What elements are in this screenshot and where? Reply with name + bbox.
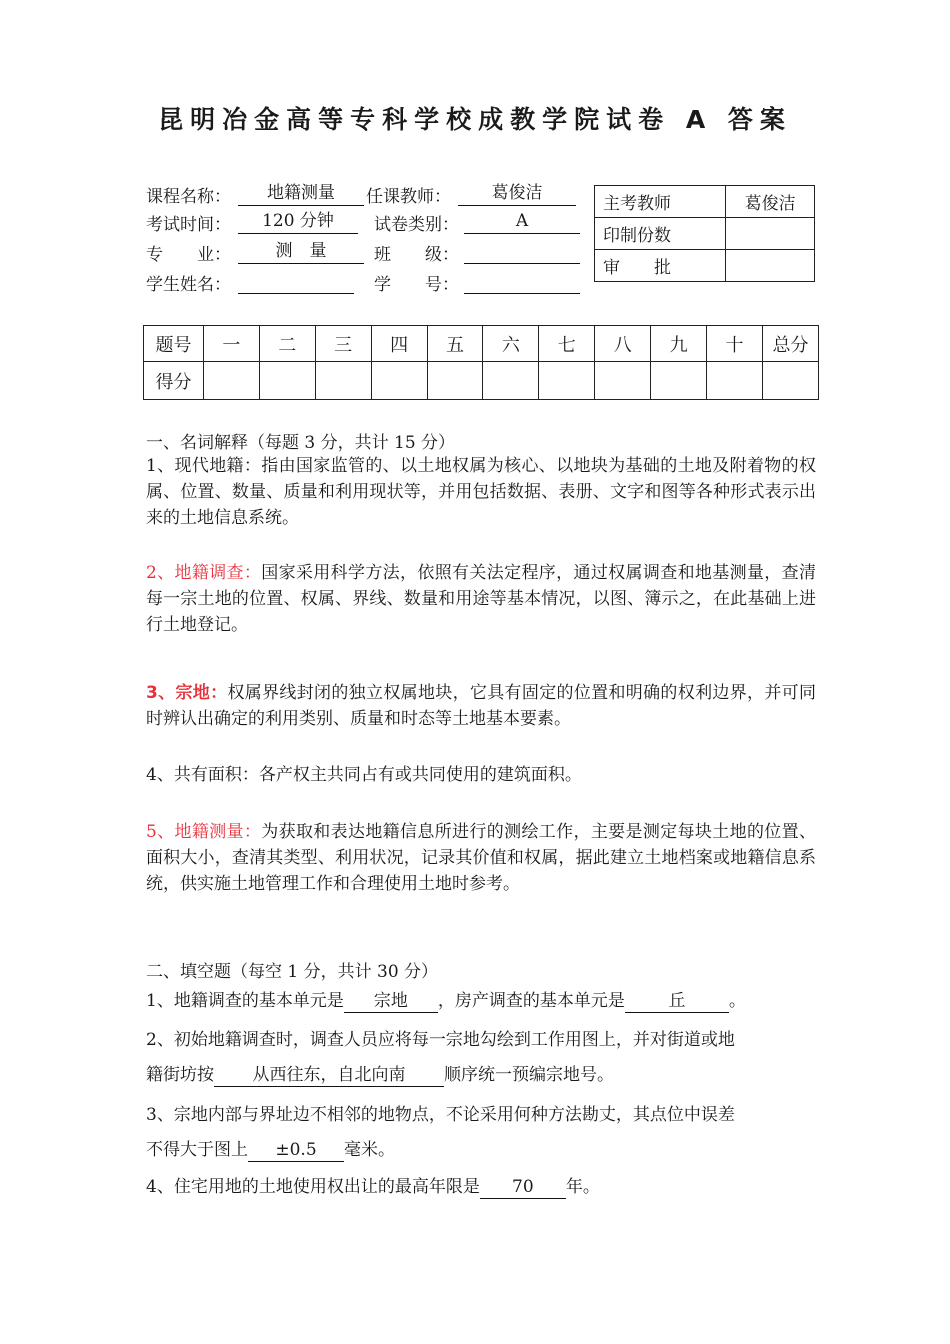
teacher-label: 任课教师： — [366, 187, 451, 207]
definition-text: 指由国家监管的、以土地权属为核心、以地块为基础的土地及附着物的权属、位置、数量、质量和利用现状等，并用包括数据、表册、文字和图等各种形式表示出来的土地信息系统。 — [146, 456, 816, 528]
id-value — [464, 270, 580, 294]
fill-question-2-line1: 2、初始地籍调查时，调查人员应将每一宗地勾绘到工作用图上，并对街道或地 — [146, 1030, 735, 1050]
approval-label: 印制份数 — [595, 218, 726, 250]
question-text: 。 — [728, 991, 746, 1011]
id-label: 学 号： — [374, 275, 459, 295]
answer-blank: 丘 — [625, 990, 729, 1013]
definition-text: 国家采用科学方法，依照有关法定程序，通过权属调查和地基测量，查清每一宗土地的位置、权属、界线、数量和用途等基本情况，以图、簿示之，在此基础上进行土地登记。 — [146, 563, 816, 635]
definition-text: 权属界线封闭的独立权属地块，它具有固定的位置和明确的权利边界，并可同时辨认出确定的利用类别、质量和时态等土地基本要素。 — [146, 683, 816, 729]
class-label: 班 级： — [374, 245, 459, 265]
score-header-cell: 五 — [427, 326, 483, 362]
definition-3 — [146, 680, 816, 732]
definition-5 — [146, 819, 816, 897]
definition-1 — [146, 453, 816, 531]
fill-question-3-line2 — [146, 1135, 395, 1162]
score-cell — [539, 362, 595, 400]
exam-title: 昆明冶金高等专科学校成教学院试卷 A 答案 — [158, 105, 792, 134]
score-cell — [371, 362, 427, 400]
approval-row — [595, 186, 815, 218]
score-header-cell: 三 — [315, 326, 371, 362]
definition-term: 1、现代地籍： — [146, 456, 262, 476]
score-header-cell: 总分 — [762, 326, 818, 362]
question-text: 顺序统一预编宗地号。 — [444, 1065, 614, 1085]
score-cell — [427, 362, 483, 400]
score-cell — [483, 362, 539, 400]
approval-row — [595, 250, 815, 282]
score-row-label: 得分 — [144, 362, 204, 400]
question-text: ，房产调查的基本单元是 — [437, 991, 625, 1011]
answer-blank: 从西往东，自北向南 — [214, 1064, 444, 1087]
approval-value — [726, 250, 815, 282]
type-label: 试卷类别： — [374, 215, 459, 235]
answer-blank: 宗地 — [344, 990, 438, 1013]
teacher-value: 葛俊洁 — [458, 182, 576, 206]
course-label: 课程名称： — [146, 187, 231, 207]
question-text: 年。 — [565, 1177, 600, 1197]
fill-question-3-line1: 3、宗地内部与界址边不相邻的地物点，不论采用何种方法勘丈，其点位中误差 — [146, 1105, 735, 1125]
score-header-cell: 六 — [483, 326, 539, 362]
definition-term: 4、共有面积： — [146, 765, 259, 785]
score-header-cell: 九 — [651, 326, 707, 362]
fill-question-1 — [146, 986, 746, 1013]
major-value: 测 量 — [238, 240, 364, 264]
answer-blank: ±0.5 — [248, 1139, 344, 1162]
time-value: 120 分钟 — [238, 210, 358, 234]
score-cell — [651, 362, 707, 400]
definition-term: 2、地籍调查： — [146, 563, 262, 583]
fill-question-2-line2 — [146, 1060, 614, 1087]
course-value: 地籍测量 — [238, 182, 364, 206]
score-header-cell: 一 — [203, 326, 259, 362]
class-value — [464, 240, 580, 264]
score-header-cell: 八 — [595, 326, 651, 362]
question-text: 籍街坊按 — [146, 1065, 214, 1085]
approval-label: 审 批 — [595, 250, 726, 282]
section2-title: 二、填空题（每空 1 分，共计 30 分） — [146, 962, 439, 982]
score-header-row — [144, 326, 819, 362]
score-cell — [203, 362, 259, 400]
fill-question-4 — [146, 1172, 600, 1199]
approval-table — [594, 185, 815, 282]
approval-label: 主考教师 — [595, 186, 726, 218]
question-text: 毫米。 — [344, 1140, 395, 1160]
approval-value — [726, 218, 815, 250]
approval-value: 葛俊洁 — [726, 186, 815, 218]
score-header-cell: 十 — [707, 326, 763, 362]
definition-2 — [146, 560, 816, 638]
major-label: 专 业： — [146, 245, 231, 265]
question-text: 1、地籍调查的基本单元是 — [146, 991, 344, 1011]
score-header-cell: 二 — [259, 326, 315, 362]
score-table — [143, 325, 819, 400]
score-row — [144, 362, 819, 400]
score-cell — [707, 362, 763, 400]
question-text: 不得大于图上 — [146, 1140, 248, 1160]
definition-term: 3、宗地： — [146, 683, 228, 703]
answer-blank: 70 — [480, 1176, 566, 1199]
type-value: A — [464, 210, 580, 234]
definition-text: 各产权主共同占有或共同使用的建筑面积。 — [258, 765, 582, 785]
section1-title: 一、名词解释（每题 3 分，共计 15 分） — [146, 433, 456, 453]
score-cell — [259, 362, 315, 400]
question-text: 4、住宅用地的土地使用权出让的最高年限是 — [146, 1177, 480, 1197]
score-cell — [762, 362, 818, 400]
score-cell — [315, 362, 371, 400]
definition-term: 5、地籍测量： — [146, 822, 262, 842]
score-header-cell: 题号 — [144, 326, 204, 362]
time-label: 考试时间： — [146, 215, 231, 235]
score-cell — [595, 362, 651, 400]
score-header-cell: 四 — [371, 326, 427, 362]
definition-text: 为获取和表达地籍信息所进行的测绘工作，主要是测定每块土地的位置、面积大小，查清其类型、利用状况，记录其价值和权属，据此建立土地档案或地籍信息系统，供实施土地管理工作和合理使用土地时参考。 — [146, 822, 816, 894]
definition-4 — [146, 762, 816, 788]
approval-row — [595, 218, 815, 250]
score-header-cell: 七 — [539, 326, 595, 362]
student-value — [238, 270, 354, 294]
student-label: 学生姓名： — [146, 275, 231, 295]
